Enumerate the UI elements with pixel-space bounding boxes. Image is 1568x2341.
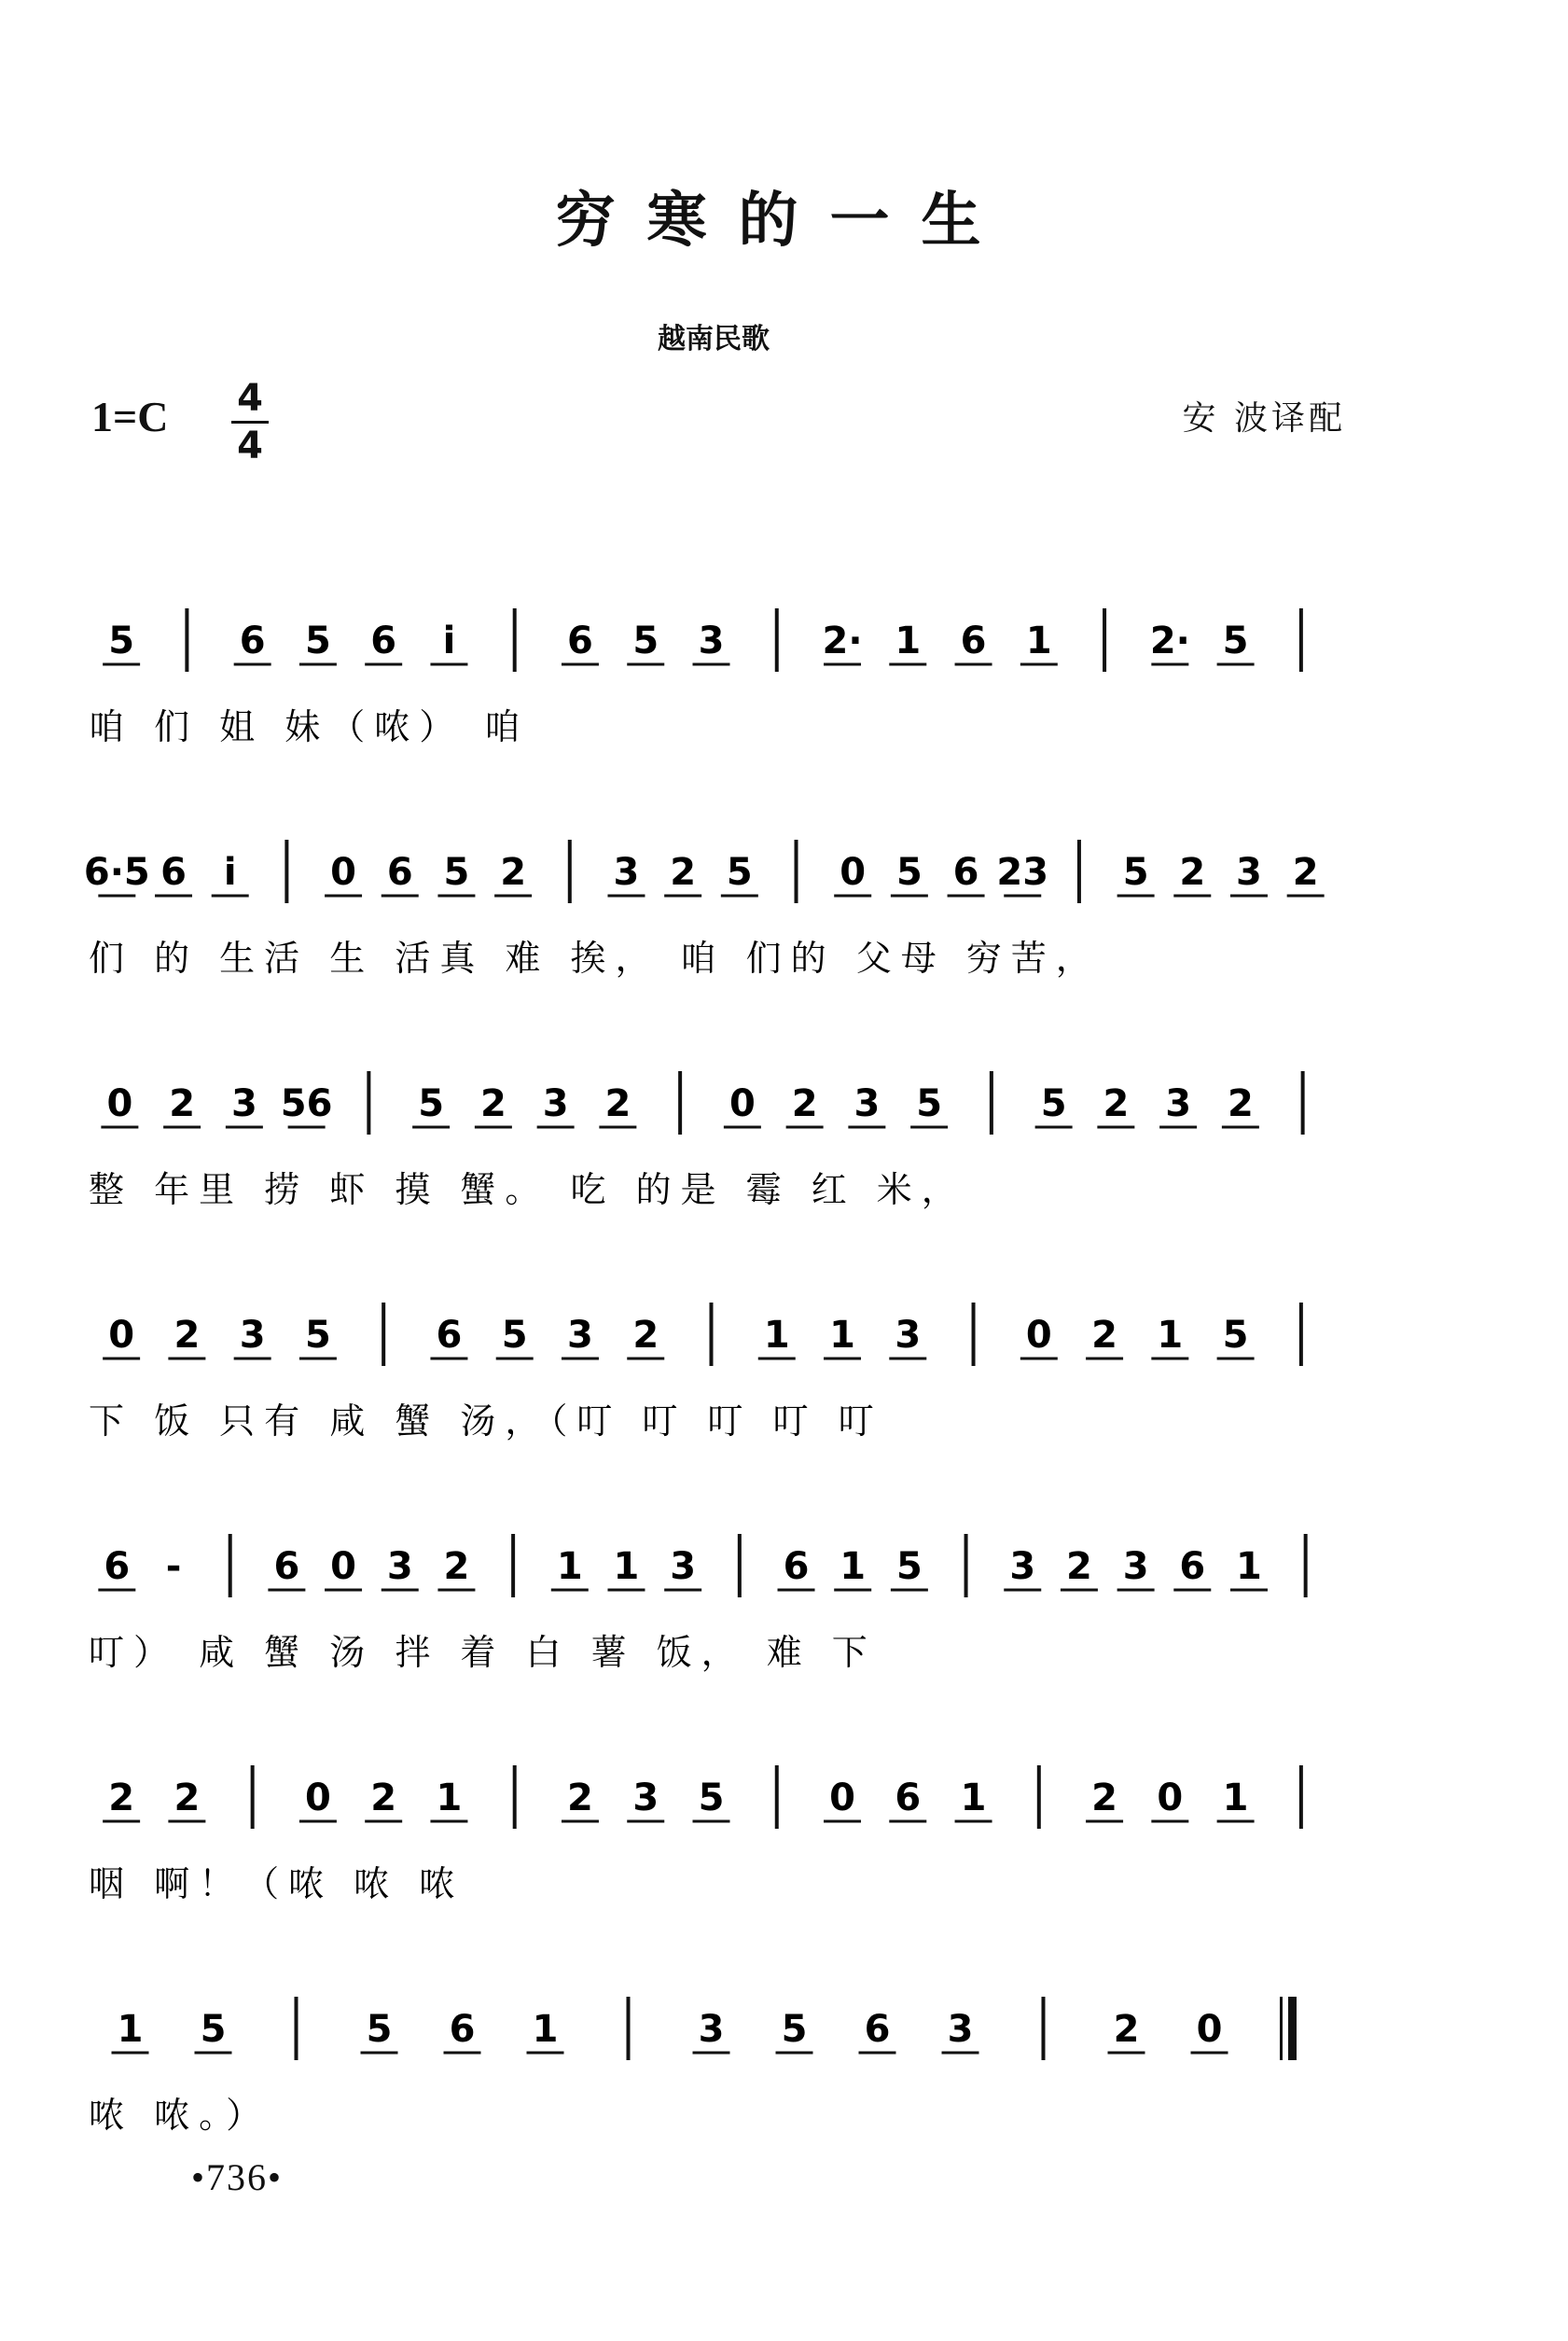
note: 1 [117, 2008, 144, 2051]
note: 1 [763, 1314, 790, 1357]
score-system [89, 1303, 1301, 1442]
time-signature-bottom: 4 [237, 425, 263, 467]
note: 1 [960, 1777, 987, 1819]
note: 6 [1179, 1545, 1206, 1588]
note: 6 [370, 620, 397, 662]
note: 5 [366, 2008, 393, 2051]
note: 2 [1113, 2008, 1140, 2051]
note: 5 [304, 620, 331, 662]
time-signature-top: 4 [237, 377, 263, 420]
note: 6 [436, 1314, 463, 1357]
note: 2 [567, 1777, 593, 1819]
note: 5 [1222, 1314, 1249, 1357]
note: 2· [822, 620, 863, 662]
note: 6 [952, 851, 979, 894]
note: 5 [632, 620, 659, 662]
note: 0 [330, 851, 356, 894]
note: 1 [1025, 620, 1052, 662]
note: - [165, 1545, 182, 1588]
note: 6 [783, 1545, 810, 1588]
note: 0 [728, 1082, 756, 1125]
note: 0 [1157, 1777, 1184, 1819]
note: 6 [273, 1545, 300, 1588]
note: 1 [895, 620, 922, 662]
note: 3 [895, 1314, 922, 1357]
note: 2 [1292, 851, 1319, 894]
score-system [89, 1534, 1306, 1673]
note: 2 [670, 851, 697, 894]
note: 5 [895, 851, 923, 894]
note: 5 [304, 1314, 331, 1357]
song-title: 穷寒的一生 [555, 187, 1013, 256]
note: 1 [1157, 1314, 1184, 1357]
note: 2 [604, 1082, 631, 1125]
note: 5 [726, 851, 753, 894]
note: 0 [829, 1777, 855, 1819]
note: 2 [173, 1777, 201, 1819]
note: 3 [567, 1314, 593, 1357]
note: 6 [567, 620, 593, 662]
note: 23 [996, 851, 1049, 894]
note: 5 [1222, 620, 1249, 662]
note: 3 [698, 620, 725, 662]
note: 3 [1236, 851, 1262, 894]
note: 2· [1149, 620, 1190, 662]
note: 1 [1222, 1777, 1249, 1819]
note: 5 [443, 851, 470, 894]
note: 0 [108, 1314, 135, 1357]
score-system [89, 1071, 1303, 1210]
note: 6 [895, 1777, 922, 1819]
note: 3 [947, 2008, 974, 2051]
note: 2 [173, 1314, 201, 1357]
note: 5 [1040, 1082, 1067, 1125]
note: 5 [501, 1314, 528, 1357]
key-signature: 1=C [91, 393, 169, 440]
lyrics-line: 哝 哝。） [89, 2095, 271, 2136]
note: 0 [1196, 2008, 1223, 2051]
song-subtitle: 越南民歌 [658, 323, 770, 355]
note: 0 [330, 1545, 356, 1588]
note: 2 [1179, 851, 1206, 894]
score-system [89, 1997, 1293, 2136]
note: 1 [840, 1545, 867, 1588]
note: 3 [670, 1545, 697, 1588]
note: 2 [108, 1777, 135, 1819]
note: 0 [840, 851, 867, 894]
note: 6·5 [83, 851, 150, 894]
note: 2 [500, 851, 527, 894]
note: 0 [1025, 1314, 1052, 1357]
note: 1 [613, 1545, 640, 1588]
note: i [442, 620, 456, 662]
lyrics-line: 叮） 咸 蟹 汤 拌 着 白 薯 饭， 难 下 [89, 1632, 877, 1673]
note: 3 [632, 1777, 659, 1819]
note: 2 [1227, 1082, 1254, 1125]
note: i [223, 851, 237, 894]
lyrics-line: 咽 啊！（哝 哝 哝 [89, 1863, 465, 1904]
note: 2 [1103, 1082, 1130, 1125]
note: 6 [864, 2008, 891, 2051]
note: 5 [698, 1777, 725, 1819]
lyrics-line: 咱 们 姐 妹（哝） 咱 [89, 706, 530, 747]
note: 6 [239, 620, 266, 662]
note: 3 [613, 851, 640, 894]
note: 5 [1122, 851, 1149, 894]
page-number: •736• [191, 2156, 284, 2198]
note: 5 [108, 620, 135, 662]
note: 3 [1122, 1545, 1149, 1588]
note: 0 [304, 1777, 331, 1819]
note: 2 [1091, 1314, 1118, 1357]
note: 1 [556, 1545, 583, 1588]
lyrics-line: 们 的 生活 生 活真 难 挨， 咱 们的 父母 穷苦， [89, 938, 1101, 979]
note: 6 [160, 851, 187, 894]
translator-credit: 安 波译配 [1182, 399, 1346, 438]
note: 5 [781, 2008, 808, 2051]
note: 5 [200, 2008, 227, 2051]
note: 1 [436, 1777, 463, 1819]
note: 3 [853, 1082, 881, 1125]
note: 3 [1009, 1545, 1036, 1588]
lyrics-line: 整 年里 捞 虾 摸 蟹。 吃 的是 霉 红 米， [89, 1169, 966, 1210]
note: 2 [370, 1777, 397, 1819]
note: 2 [1066, 1545, 1092, 1588]
note: 3 [542, 1082, 569, 1125]
note: 6 [960, 620, 987, 662]
note: 3 [386, 1545, 413, 1588]
note: 6 [104, 1545, 131, 1588]
note: 0 [106, 1082, 133, 1125]
note: 3 [239, 1314, 266, 1357]
note: 1 [1236, 1545, 1262, 1588]
note: 5 [916, 1082, 943, 1125]
note: 2 [1091, 1777, 1118, 1819]
note: 1 [829, 1314, 855, 1357]
note: 2 [632, 1314, 659, 1357]
note: 2 [443, 1545, 470, 1588]
note: 2 [791, 1082, 818, 1125]
note: 6 [386, 851, 413, 894]
score-system [89, 1765, 1301, 1904]
note: 3 [1165, 1082, 1192, 1125]
note: 3 [230, 1082, 257, 1125]
note: 2 [479, 1082, 506, 1125]
note: 6 [449, 2008, 476, 2051]
note: 5 [418, 1082, 445, 1125]
note: 3 [698, 2008, 725, 2051]
note: 5 [895, 1545, 923, 1588]
score-system [89, 608, 1301, 747]
note: 2 [169, 1082, 196, 1125]
lyrics-line: 下 饭 只有 咸 蟹 汤，（叮 叮 叮 叮 叮 [89, 1400, 883, 1442]
note: 56 [280, 1082, 333, 1125]
note: 1 [532, 2008, 559, 2051]
score-system [84, 840, 1325, 979]
